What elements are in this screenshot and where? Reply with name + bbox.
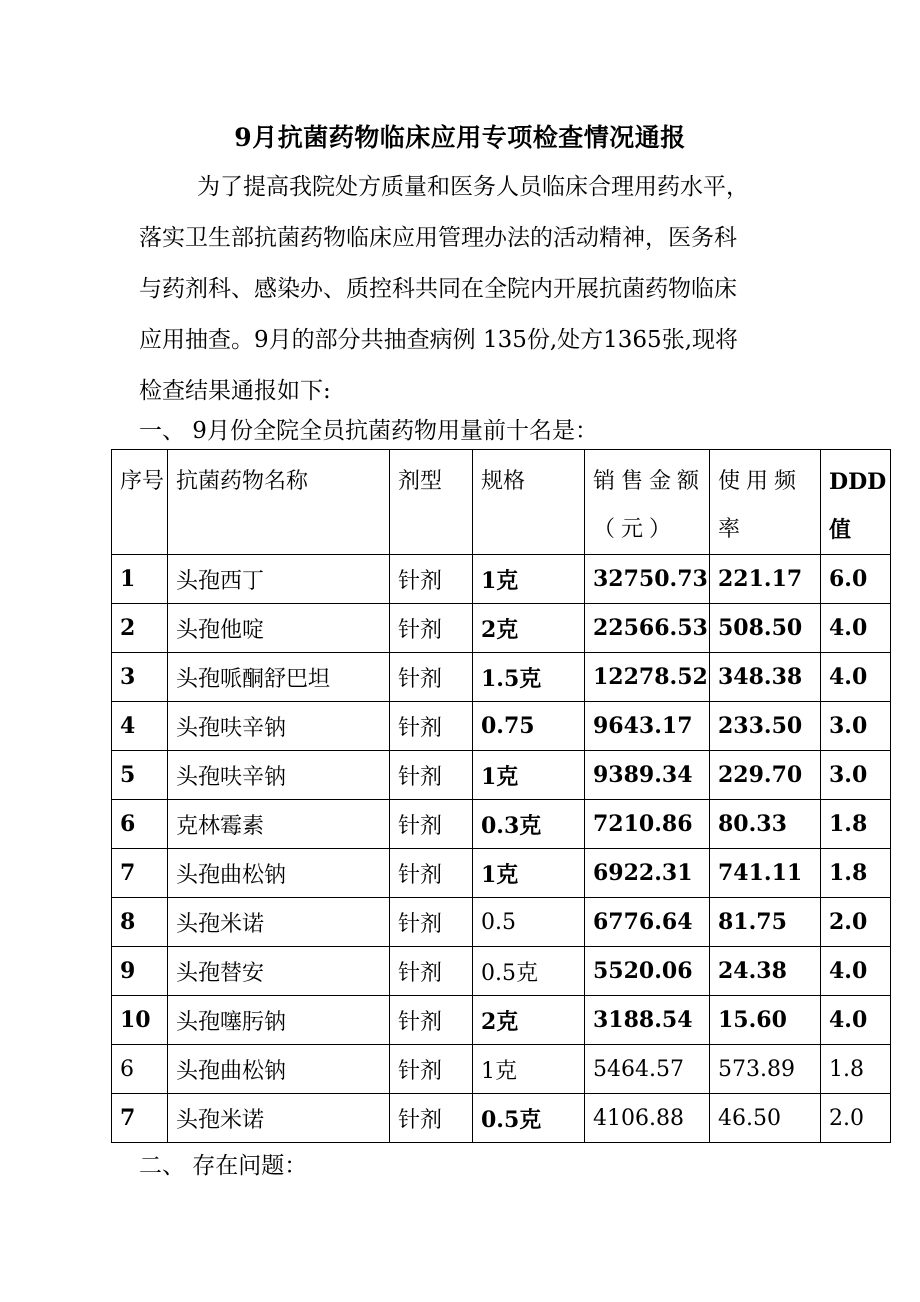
cell-freq: 573.89 <box>710 1045 821 1094</box>
cell-name: 头孢米诺 <box>168 898 390 947</box>
intro-line: 检查结果通报如下: <box>139 378 331 404</box>
header-freq: 使用频率 <box>710 450 821 555</box>
table-row <box>112 555 891 604</box>
cell-ddd: 1.8 <box>821 1045 891 1094</box>
cell-name: 头孢呋辛钠 <box>168 702 390 751</box>
table-header-row <box>112 450 891 555</box>
cell-name: 头孢曲松钠 <box>168 849 390 898</box>
table-row <box>112 702 891 751</box>
cell-freq: 221.17 <box>710 555 821 604</box>
intro-line: 为了提高我院处方质量和医务人员临床合理用药水平， <box>197 174 749 200</box>
cell-no: 6 <box>112 800 168 849</box>
cell-name: 头孢米诺 <box>168 1094 390 1143</box>
cell-spec: 1.5克 <box>473 653 585 702</box>
cell-form: 针剂 <box>390 947 473 996</box>
section-heading-top-ten: 一、 9月份全院全员抗菌药物用量前十名是： <box>139 418 598 444</box>
cell-ddd: 4.0 <box>821 653 891 702</box>
cell-spec: 1克 <box>473 1045 585 1094</box>
cell-freq: 508.50 <box>710 604 821 653</box>
cell-form: 针剂 <box>390 800 473 849</box>
cell-no: 7 <box>112 849 168 898</box>
cell-freq: 46.50 <box>710 1094 821 1143</box>
cell-amount: 32750.73 <box>585 555 710 604</box>
table-row <box>112 947 891 996</box>
cell-freq: 741.11 <box>710 849 821 898</box>
intro-line: 落实卫生部抗菌药物临床应用管理办法的活动精神，医务科 <box>139 225 737 251</box>
cell-ddd: 4.0 <box>821 947 891 996</box>
table-row <box>112 604 891 653</box>
table-row <box>112 898 891 947</box>
cell-form: 针剂 <box>390 653 473 702</box>
header-form: 剂型 <box>390 450 473 555</box>
cell-no: 8 <box>112 898 168 947</box>
intro-line: 应用抽查。9月的部分共抽查病例 135份,处方1365张,现将 <box>139 327 738 353</box>
cell-name: 头孢他啶 <box>168 604 390 653</box>
table-row <box>112 996 891 1045</box>
cell-freq: 348.38 <box>710 653 821 702</box>
cell-amount: 6922.31 <box>585 849 710 898</box>
cell-ddd: 2.0 <box>821 898 891 947</box>
cell-form: 针剂 <box>390 1045 473 1094</box>
cell-form: 针剂 <box>390 1094 473 1143</box>
table-row <box>112 1045 891 1094</box>
cell-ddd: 1.8 <box>821 800 891 849</box>
cell-no: 3 <box>112 653 168 702</box>
table-row <box>112 800 891 849</box>
cell-spec: 1克 <box>473 555 585 604</box>
cell-spec: 0.75 <box>473 702 585 751</box>
cell-freq: 80.33 <box>710 800 821 849</box>
cell-amount: 12278.52 <box>585 653 710 702</box>
cell-form: 针剂 <box>390 898 473 947</box>
cell-form: 针剂 <box>390 555 473 604</box>
cell-amount: 5464.57 <box>585 1045 710 1094</box>
cell-ddd: 4.0 <box>821 996 891 1045</box>
cell-amount: 3188.54 <box>585 996 710 1045</box>
document-title: 9月抗菌药物临床应用专项检查情况通报 <box>234 123 686 152</box>
header-no: 序号 <box>112 450 168 555</box>
cell-amount: 4106.88 <box>585 1094 710 1143</box>
cell-freq: 229.70 <box>710 751 821 800</box>
cell-amount: 7210.86 <box>585 800 710 849</box>
cell-freq: 81.75 <box>710 898 821 947</box>
cell-no: 2 <box>112 604 168 653</box>
cell-spec: 2克 <box>473 604 585 653</box>
cell-no: 10 <box>112 996 168 1045</box>
table-row <box>112 751 891 800</box>
cell-name: 克林霉素 <box>168 800 390 849</box>
section-heading-problems: 二、 存在问题： <box>139 1153 308 1179</box>
cell-amount: 6776.64 <box>585 898 710 947</box>
cell-no: 9 <box>112 947 168 996</box>
cell-no: 7 <box>112 1094 168 1143</box>
table-row <box>112 653 891 702</box>
intro-paragraph <box>139 162 799 417</box>
cell-no: 1 <box>112 555 168 604</box>
antibiotic-usage-table <box>111 449 891 1143</box>
cell-name: 头孢呋辛钠 <box>168 751 390 800</box>
header-ddd: DDD值 <box>821 450 891 555</box>
cell-freq: 233.50 <box>710 702 821 751</box>
cell-no: 6 <box>112 1045 168 1094</box>
cell-ddd: 6.0 <box>821 555 891 604</box>
cell-spec: 1克 <box>473 751 585 800</box>
cell-ddd: 1.8 <box>821 849 891 898</box>
cell-no: 4 <box>112 702 168 751</box>
cell-spec: 0.3克 <box>473 800 585 849</box>
cell-ddd: 3.0 <box>821 751 891 800</box>
cell-spec: 0.5 <box>473 898 585 947</box>
cell-freq: 15.60 <box>710 996 821 1045</box>
cell-form: 针剂 <box>390 751 473 800</box>
cell-name: 头孢噻肟钠 <box>168 996 390 1045</box>
header-name: 抗菌药物名称 <box>168 450 390 555</box>
cell-spec: 2克 <box>473 996 585 1045</box>
cell-name: 头孢替安 <box>168 947 390 996</box>
cell-form: 针剂 <box>390 849 473 898</box>
cell-name: 头孢西丁 <box>168 555 390 604</box>
cell-form: 针剂 <box>390 702 473 751</box>
cell-name: 头孢曲松钠 <box>168 1045 390 1094</box>
header-amount: 销售金额（元） <box>585 450 710 555</box>
cell-ddd: 2.0 <box>821 1094 891 1143</box>
table-row <box>112 849 891 898</box>
cell-freq: 24.38 <box>710 947 821 996</box>
cell-amount: 9643.17 <box>585 702 710 751</box>
cell-amount: 22566.53 <box>585 604 710 653</box>
intro-line: 与药剂科、感染办、质控科共同在全院内开展抗菌药物临床 <box>139 276 737 302</box>
cell-name: 头孢哌酮舒巴坦 <box>168 653 390 702</box>
table-row <box>112 1094 891 1143</box>
cell-no: 5 <box>112 751 168 800</box>
header-spec: 规格 <box>473 450 585 555</box>
cell-ddd: 4.0 <box>821 604 891 653</box>
cell-spec: 1克 <box>473 849 585 898</box>
cell-spec: 0.5克 <box>473 1094 585 1143</box>
cell-form: 针剂 <box>390 604 473 653</box>
cell-amount: 9389.34 <box>585 751 710 800</box>
cell-amount: 5520.06 <box>585 947 710 996</box>
cell-ddd: 3.0 <box>821 702 891 751</box>
cell-form: 针剂 <box>390 996 473 1045</box>
cell-spec: 0.5克 <box>473 947 585 996</box>
